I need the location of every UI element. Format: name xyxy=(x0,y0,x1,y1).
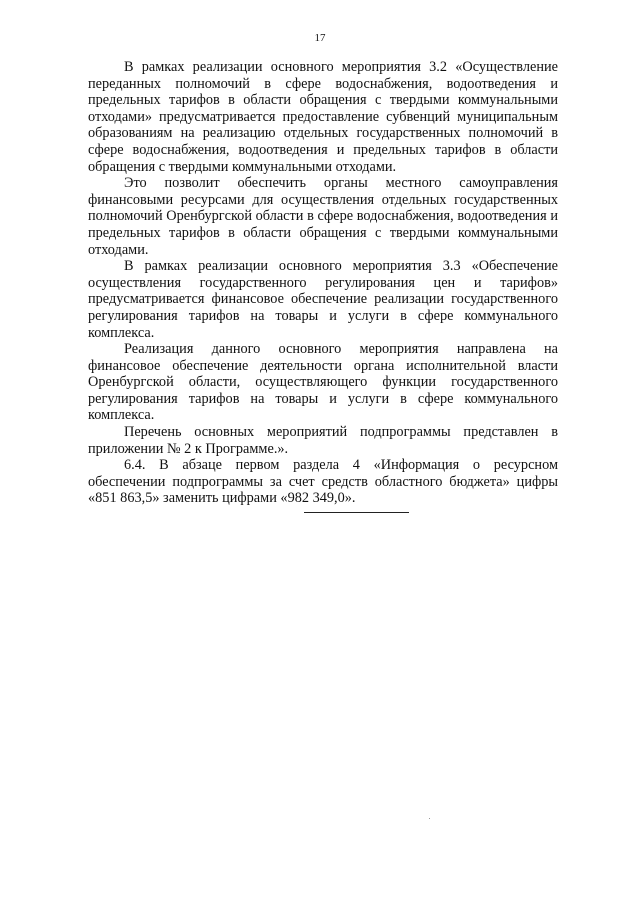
scan-speck xyxy=(429,818,430,819)
paragraph-measure-3-3: В рамках реализации основного мероприятия 3.3 «Обеспечение осуществления государственного регулирования цен и тарифов» предусматривается финансовое обеспечение реализации государственного регулирования тарифов на товары и услуги в сфере коммунального комплекса. xyxy=(88,258,558,341)
paragraph-local-government-resources: Это позволит обеспечить органы местного самоуправления финансовыми ресурсами для осуществления отдельных государственных полномочий Оренбургской области в сфере водоснабжения, водоотведения и предельных тарифов в области обращения с твердыми коммунальными отходами. xyxy=(88,175,558,258)
closing-divider-line xyxy=(304,512,409,513)
page-number: 17 xyxy=(314,32,326,44)
paragraph-amendment-6-4: 6.4. В абзаце первом раздела 4 «Информация о ресурсном обеспечении подпрограммы за счет средств областного бюджета» цифры «851 863,5» заменить цифрами «982 349,0». xyxy=(88,457,558,507)
document-body xyxy=(88,59,558,507)
paragraph-measure-purpose: Реализация данного основного мероприятия направлена на финансовое обеспечение деятельности органа исполнительной власти Оренбургской области, осуществляющего функции государственного регулирования тарифов на товары и услуги в сфере коммунального комплекса. xyxy=(88,341,558,424)
paragraph-measure-3-2: В рамках реализации основного мероприятия 3.2 «Осуществление переданных полномочий в сфере водоснабжения, водоотведения и предельных тарифов в области обращения с твердыми коммунальными отходами» предусматривается предоставление субвенций муниципальным образованиям на реализацию отдельных государственных полномочий в сфере водоснабжения, водоотведения и предельных тарифов в области обращения с твердыми коммунальными отходами. xyxy=(88,59,558,175)
paragraph-appendix-reference: Перечень основных мероприятий подпрограммы представлен в приложении № 2 к Программе.». xyxy=(88,424,558,457)
